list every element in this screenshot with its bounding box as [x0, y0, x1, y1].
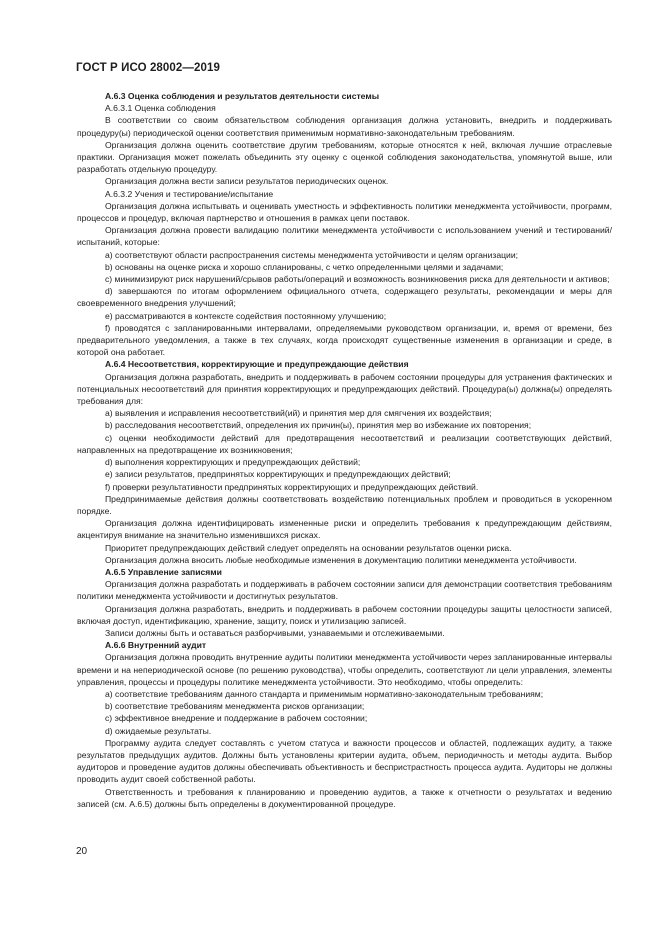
paragraph: d) ожидаемые результаты. [105, 725, 212, 736]
paragraph: Приоритет предупреждающих действий следует определять на основании результатов оценки риска. [105, 542, 512, 553]
paragraph: a) соответствуют области распространения системы менеджмента устойчивости и целям организации; [105, 249, 519, 260]
paragraph: c) оценки необходимости действий для предотвращения несоответствий и реализации соответствующих действий, направленных на предотвращение их возникновения; [77, 432, 612, 455]
paragraph: a) выявления и исправления несоответствий(ий) и принятия мер для смягчения их воздействия; [105, 408, 492, 419]
paragraph: b) расследования несоответствий, определения их причин(ы), принятия мер во избежание их повторения; [105, 420, 532, 431]
paragraph: А.6.3.1 Оценка соблюдения [105, 103, 216, 114]
paragraph: e) рассматриваются в контексте содействия постоянному улучшению; [105, 310, 387, 321]
paragraph: e) записи результатов, предпринятых корректирующих и предупреждающих действий; [105, 469, 451, 480]
paragraph: f) проверки результативности предпринятых корректирующих и предупреждающих действий. [105, 481, 479, 492]
paragraph: Организация должна разработать, внедрить и поддерживать в рабочем состоянии процедуры защиты целостности записей, включая доступ, идентификацию, хранение, защиту, поиск и утилизацию записей. [77, 603, 612, 626]
paragraph: Организация должна оценить соответствие другим требованиям, которые относятся к ней, включая лучшие отраслевые практики. Организация может пожелать объединить эту оценку с оценкой соблюдения законодательства, упомянутой выше, или разработать отдельную процедуру. [77, 139, 612, 175]
paragraph: Записи должны быть и оставаться разборчивыми, узнаваемыми и отслеживаемыми. [105, 627, 445, 638]
section-heading: А.6.3 Оценка соблюдения и результатов деятельности системы [105, 91, 380, 101]
document-header: ГОСТ Р ИСО 28002—2019 [76, 62, 221, 74]
paragraph: a) соответствие требованиям данного стандарта и применимым нормативно-законодательным требованиям; [105, 688, 544, 699]
section-heading: А.6.6 Внутренний аудит [105, 640, 207, 651]
paragraph: f) проводятся с запланированными интервалами, определяемыми руководством организации, и, время от времени, без предварительного уведомления, а также в тех случаях, когда происходят существенные изменения в организации и среде, в которой она работает. [77, 322, 612, 358]
paragraph: Организация должна вести записи результатов периодических оценок. [105, 176, 389, 187]
paragraph: Организация должна провести валидацию политики менеджмента устойчивости с использованием учений и тестирований/испытаний, которые: [77, 225, 612, 248]
paragraph: Организация должна разработать, внедрить и поддерживать в рабочем состоянии процедуры для устранения фактических и потенциальных несоответствий для принятия корректирующих и предупреждающих действий. Процедура(ы) должна(ы) определять требования для: [77, 371, 612, 407]
document-body [77, 90, 612, 810]
paragraph: Предпринимаемые действия должны соответствовать воздействию потенциальных проблем и проводиться в ускоренном порядке. [77, 493, 612, 516]
paragraph: Программу аудита следует составлять с учетом статуса и важности процессов и областей, подлежащих аудиту, а также результатов предыдущих аудитов. Должны быть установлены критерии аудита, объем, периодичность и методы аудита. Выбор аудиторов и проведение аудитов должны обеспечивать объективность и беспристрастность процесса аудита. Аудиторы не должны проводить аудит своей собственной работы. [77, 737, 612, 785]
paragraph: А.6.3.2 Учения и тестирование/испытание [105, 188, 274, 199]
section-heading: А.6.4 Несоответствия, корректирующие и предупреждающие действия [105, 359, 409, 370]
paragraph: c) минимизируют риск нарушений/срывов работы/операций и возможность возникновения риска для деятельности и активов; [105, 274, 610, 285]
paragraph: В соответствии со своим обязательством соблюдения организация должна установить, внедрить и поддерживать процедуру(ы) периодической оценки соответствия применимым нормативно-законодательным требованиям. [77, 115, 612, 138]
paragraph: c) эффективное внедрение и поддержание в рабочем состоянии; [105, 713, 368, 724]
paragraph: b) основаны на оценке риска и хорошо спланированы, с четко определенными целями и задачами; [105, 261, 504, 272]
page-number: 20 [76, 846, 88, 857]
paragraph: Организация должна испытывать и оценивать уместность и эффективность политики менеджмента устойчивости, программ, процессов и процедур, включая партнерство и отношения в рамках цепи поставок. [77, 200, 612, 224]
paragraph: d) выполнения корректирующих и предупреждающих действий; [105, 457, 361, 468]
paragraph: b) соответствие требованиям менеджмента рисков организации; [105, 701, 365, 712]
paragraph: Организация должна проводить внутренние аудиты политики менеджмента устойчивости через запланированные интервалы времени и на непериодической основе (по решению руководства), чтобы определить, соответствуют ли цели управления, элементы управления, процессы и процедуры политике менеджмента устойчивости. Это необходимо, чтобы определить: [77, 652, 612, 687]
paragraph: d) завершаются по итогам оформлением официального отчета, содержащего результаты, рекомендации и меры для своевременного внедрения улучшений; [77, 286, 612, 309]
paragraph: Организация должна идентифицировать измененные риски и определить требования к предупреждающим действиям, акцентируя внимание на значительно изменившихся рисках. [77, 518, 612, 541]
paragraph: Организация должна разработать и поддерживать в рабочем состоянии записи для демонстрации соответствия требованиям политики менеджмента устойчивости и достигнутых результатов. [77, 579, 612, 602]
section-heading: А.6.5 Управление записями [105, 566, 222, 577]
paragraph: Ответственность и требования к планированию и проведению аудитов, а также к отчетности о результатах и ведению записей (см. А.6.5) должны быть определены в документированной процедуре. [77, 786, 612, 809]
paragraph: Организация должна вносить любые необходимые изменения в документацию политики менеджмента устойчивости. [105, 554, 577, 565]
